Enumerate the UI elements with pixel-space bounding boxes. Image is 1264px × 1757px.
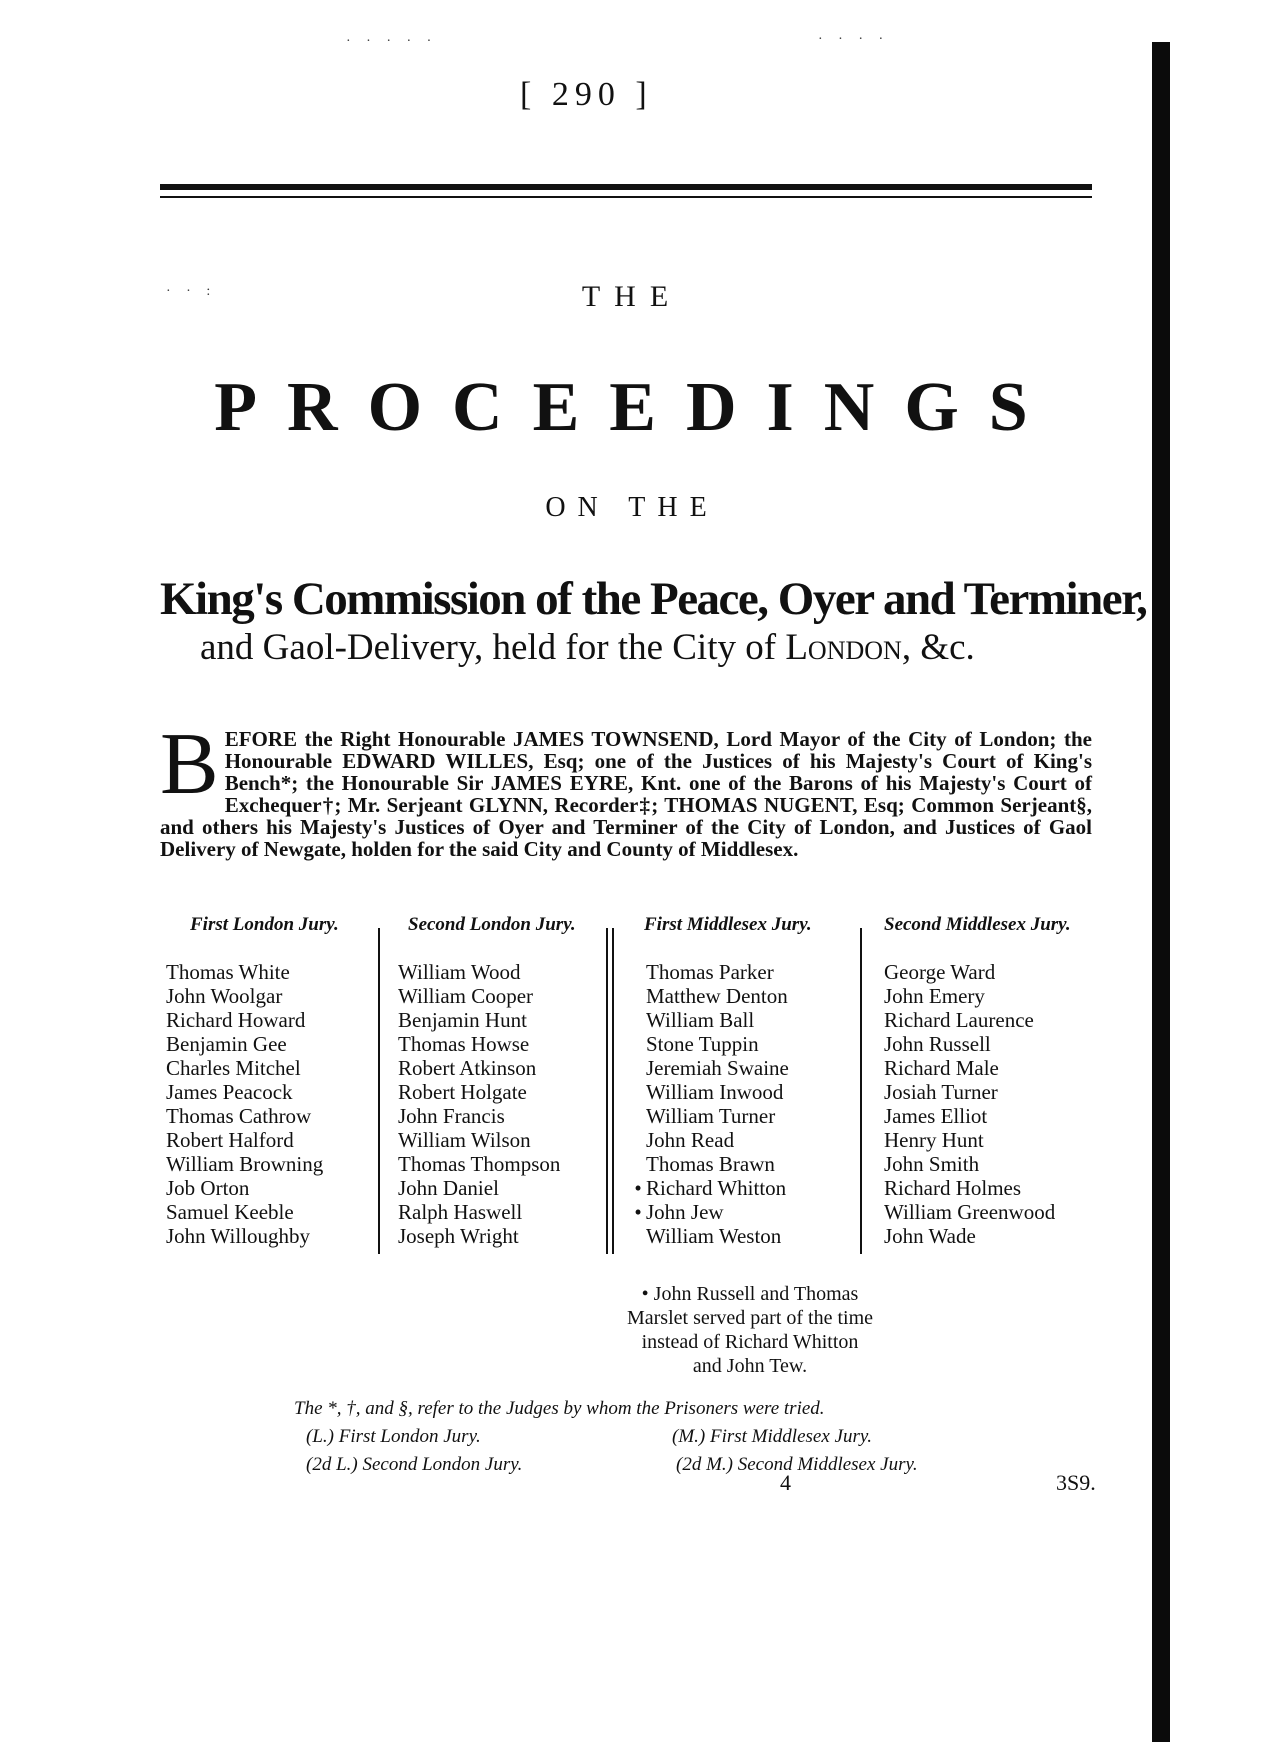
header-rule-thin [160, 196, 1092, 198]
juror: William Browning [166, 1152, 324, 1176]
juror: Thomas Cathrow [166, 1104, 312, 1128]
juror: • John Jew [648, 1200, 789, 1224]
juror: Thomas White [166, 960, 290, 984]
juror: George Ward [884, 960, 996, 984]
intro-paragraph [160, 716, 1092, 861]
juror: Thomas Thompson [398, 1152, 561, 1176]
commission-title-line1: King's Commission of the Peace, Oyer and Terminer, [160, 573, 1147, 625]
juror: William Inwood [646, 1080, 784, 1104]
commission-title-line2: and Gaol-Delivery, held for the City of London, &c. [200, 627, 975, 668]
jury-heading-second-middlesex: Second Middlesex Jury. [884, 914, 1071, 935]
juror: Robert Holgate [398, 1080, 527, 1104]
scan-specks: · · · · [818, 32, 890, 47]
jury-heading-first-london: First London Jury. [190, 914, 339, 935]
juror: Samuel Keeble [166, 1200, 294, 1224]
jury-heading-second-london: Second London Jury. [408, 914, 576, 935]
juror: Charles Mitchel [166, 1056, 301, 1080]
column-divider [612, 928, 614, 1254]
column-divider [606, 928, 608, 1254]
jury-list-second-london [398, 960, 560, 1248]
juror: James Peacock [166, 1080, 293, 1104]
juror: • Richard Whitton [648, 1176, 789, 1200]
legend-second-middlesex: (2d M.) Second Middlesex Jury. [676, 1454, 918, 1475]
header-rule-thick [160, 184, 1092, 190]
juror: Benjamin Hunt [398, 1008, 527, 1032]
juror: Thomas Parker [646, 960, 774, 984]
juror: John Russell [884, 1032, 991, 1056]
scan-specks: · · : [166, 284, 217, 299]
juror: Benjamin Gee [166, 1032, 287, 1056]
legend-first-middlesex: (M.) First Middlesex Jury. [672, 1426, 872, 1447]
juror: John Francis [398, 1104, 505, 1128]
juror: John Smith [884, 1152, 980, 1176]
page-number: [ 290 ] [520, 76, 653, 113]
title-proceedings: PROCEEDINGS [214, 369, 1058, 446]
juror: John Emery [884, 984, 985, 1008]
substitution-footnote: • John Russell and Thomas Marslet served part of the time instead of Richard Whitton and John Tew. [626, 1283, 874, 1377]
juror: Matthew Denton [646, 984, 788, 1008]
title-the: THE [581, 280, 683, 313]
juror: William Ball [646, 1008, 755, 1032]
juror: Ralph Haswell [398, 1200, 523, 1224]
juror: William Turner [646, 1104, 776, 1128]
juror: John Read [646, 1128, 735, 1152]
juror: Thomas Howse [398, 1032, 530, 1056]
juror: Richard Male [884, 1056, 999, 1080]
catchword: 4 [780, 1470, 791, 1495]
juror: William Cooper [398, 984, 534, 1008]
juror: James Elliot [884, 1104, 988, 1128]
juror: Joseph Wright [398, 1224, 519, 1248]
juror: William Wood [398, 960, 521, 984]
juror: John Willoughby [166, 1224, 311, 1248]
dagger-marker: • [634, 1200, 642, 1224]
juror: John Wade [884, 1224, 976, 1248]
column-divider [860, 928, 862, 1254]
juror: William Weston [646, 1224, 782, 1248]
jury-list-first-middlesex [634, 960, 789, 1248]
juror: Jeremiah Swaine [646, 1056, 789, 1080]
juror: William Greenwood [884, 1200, 1056, 1224]
legend-first-london: (L.) First London Jury. [306, 1426, 481, 1447]
juror: Robert Atkinson [398, 1056, 537, 1080]
drop-cap: B [160, 716, 219, 813]
juror: John Woolgar [166, 984, 283, 1008]
column-divider [378, 928, 380, 1254]
jury-list-first-london [166, 960, 323, 1248]
juror: Josiah Turner [884, 1080, 998, 1104]
signature-mark: 3S9. [1056, 1470, 1096, 1495]
juror: Richard Howard [166, 1008, 306, 1032]
juror: Stone Tuppin [646, 1032, 759, 1056]
juror: Henry Hunt [884, 1128, 984, 1152]
juror: Thomas Brawn [646, 1152, 775, 1176]
jury-heading-first-middlesex: First Middlesex Jury. [644, 914, 812, 935]
city-name: London [785, 627, 902, 668]
dagger-marker: • [634, 1176, 642, 1200]
legend-judges: The *, †, and §, refer to the Judges by whom the Prisoners were tried. [294, 1398, 825, 1419]
juror: John Daniel [398, 1176, 499, 1200]
juror: Robert Halford [166, 1128, 294, 1152]
juror: Richard Laurence [884, 1008, 1034, 1032]
title-on-the: ON THE [545, 492, 719, 523]
intro-text: EFORE the Right Honourable JAMES TOWNSEND, Lord Mayor of the City of London; the Honourable EDWARD WILLES, Esq; one of the Justices of his Majesty's Court of King's Bench*; the Honourable Sir JAMES EYRE, Knt. one of the Barons of his Majesty's Court of Exchequer†; Mr. Serjeant GLYNN, Recorder‡; THOMAS NUGENT, Esq; Common Serjeant§, and others his Majesty's Justices of Oyer and Terminer of the City of London, and Justices of Gaol Delivery of Newgate, holden for the said City and County of Middlesex. [160, 727, 1092, 861]
scan-specks: · · · · · [346, 34, 438, 49]
juror: Job Orton [166, 1176, 250, 1200]
jury-list-second-middlesex [884, 960, 1055, 1248]
legend-second-london: (2d L.) Second London Jury. [306, 1454, 523, 1475]
juror: William Wilson [398, 1128, 531, 1152]
juror: Richard Holmes [884, 1176, 1022, 1200]
